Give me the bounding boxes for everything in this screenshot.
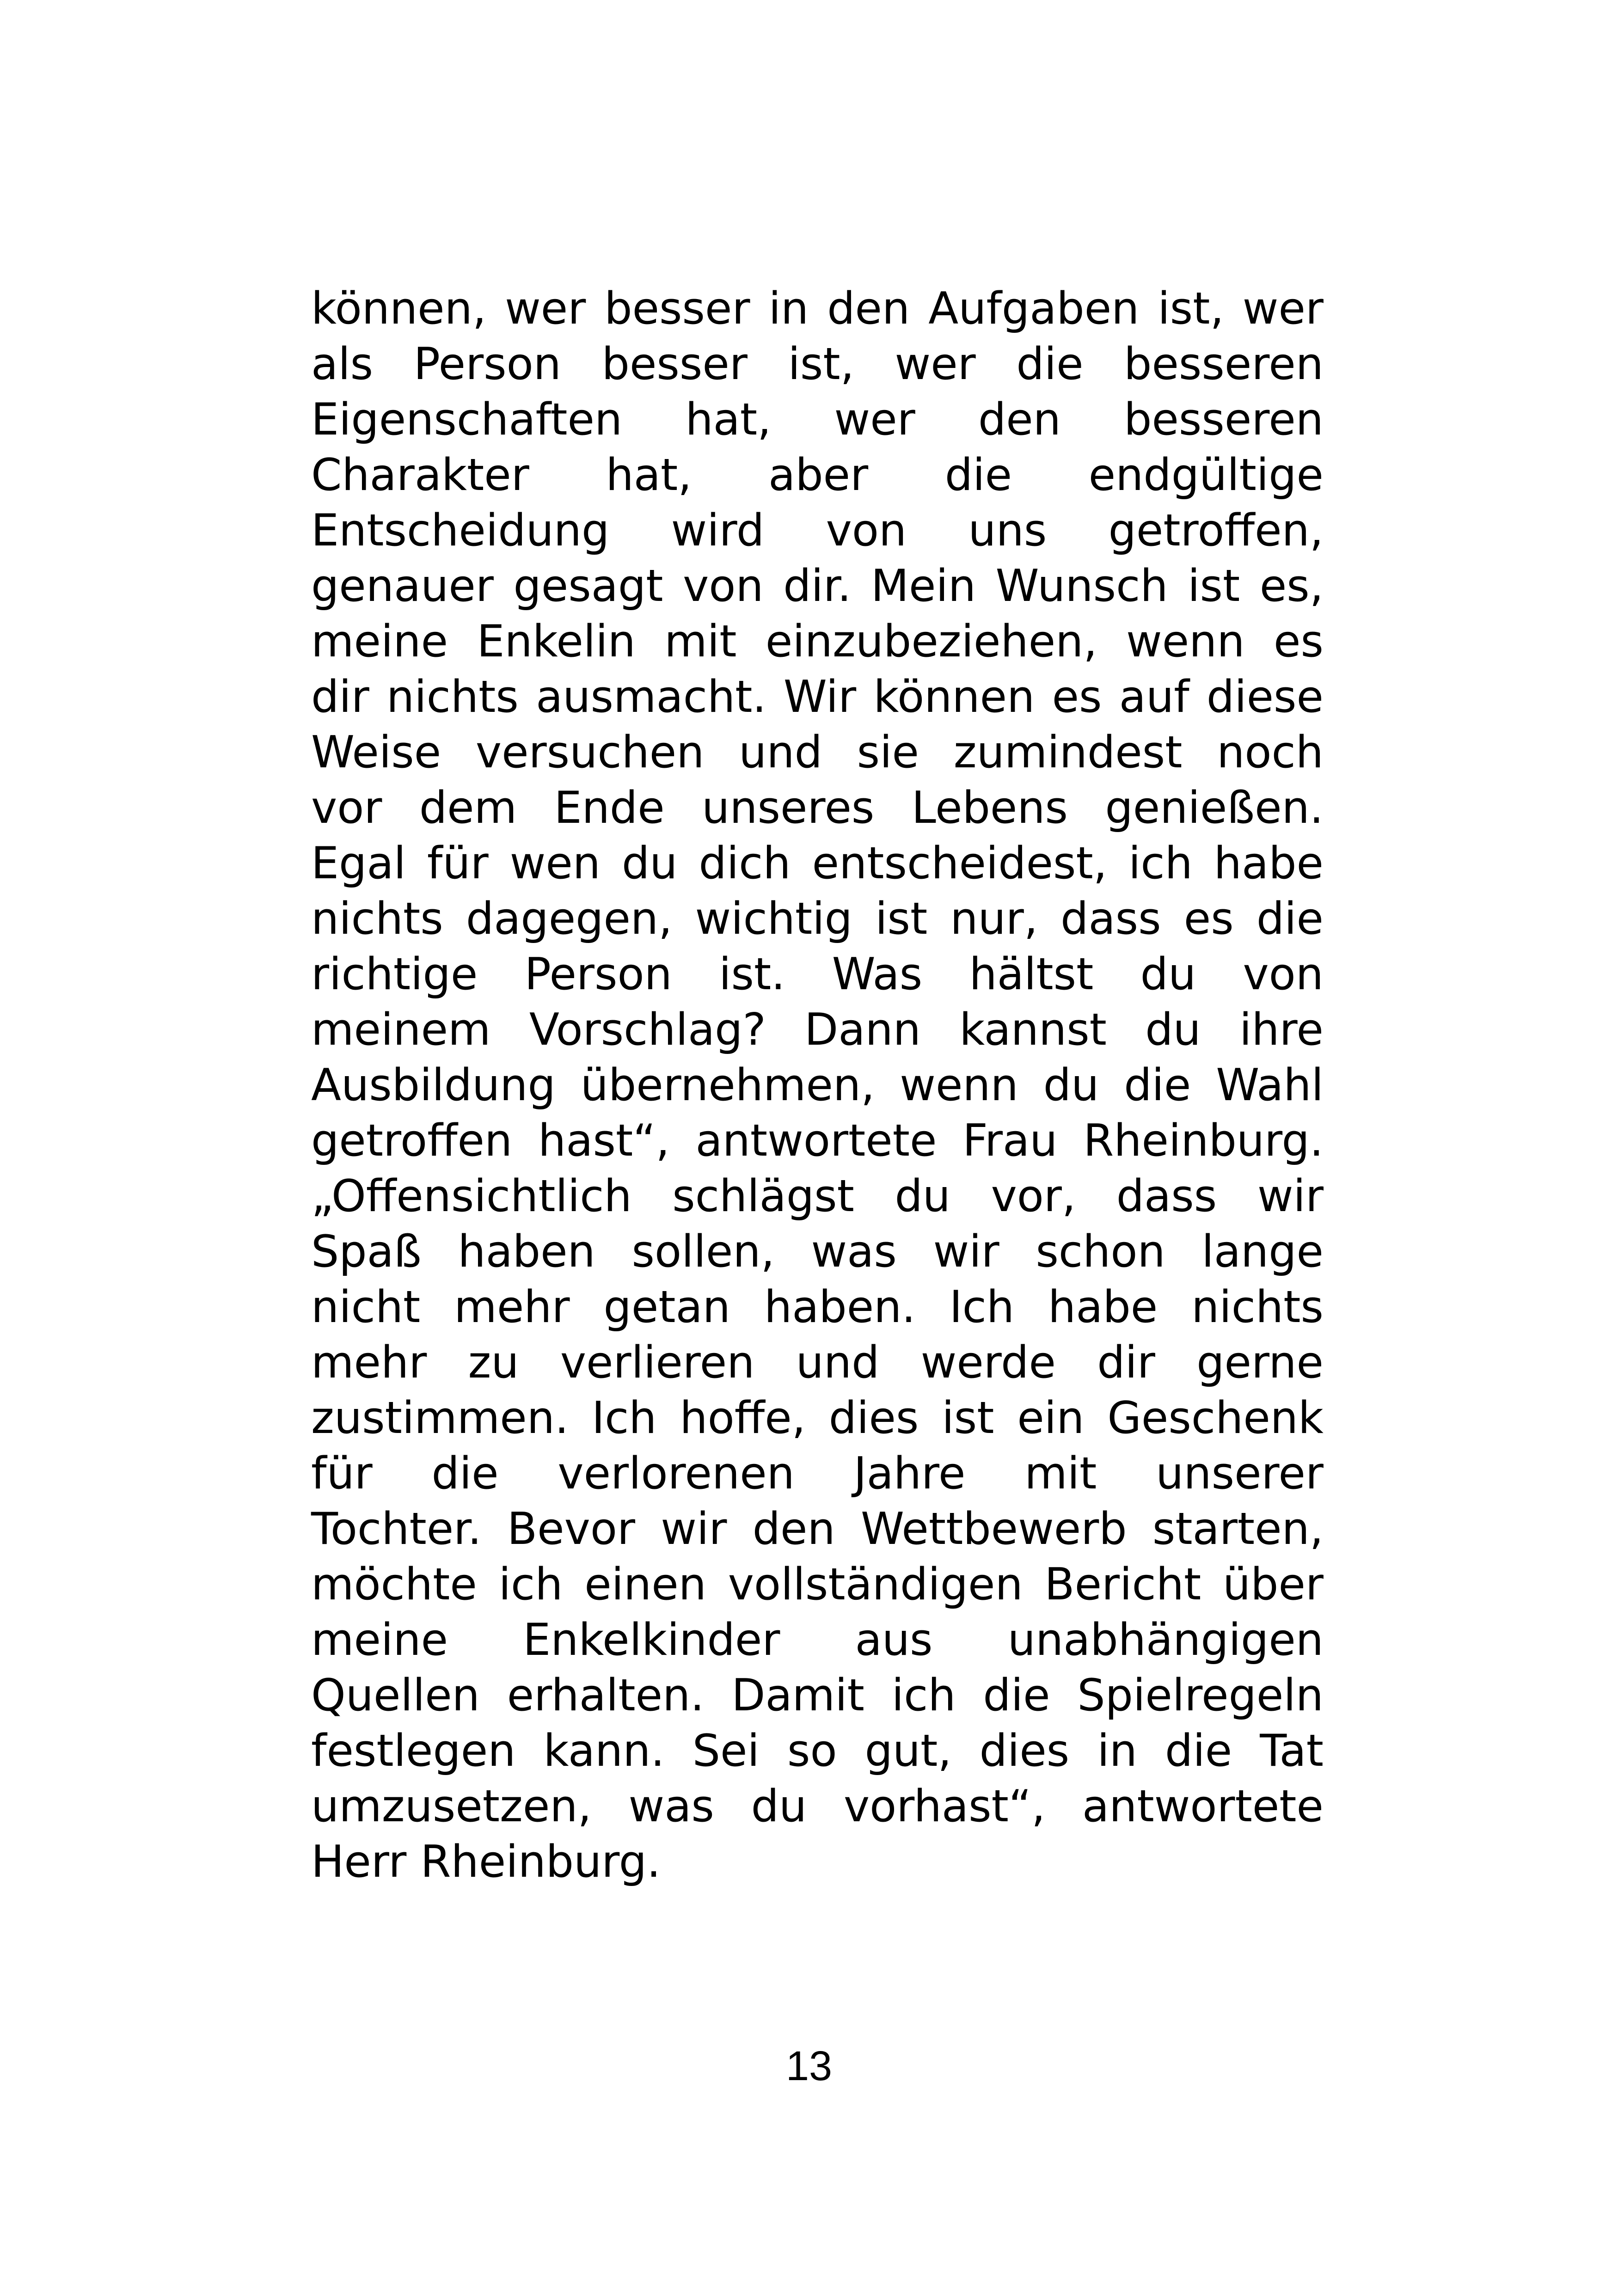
text-line-last: Herr Rheinburg. <box>311 1837 661 1887</box>
text-line: getroffen hast“, antwortete Frau Rheinburg. <box>311 1115 1324 1166</box>
text-line: richtige Person ist. Was hältst du von <box>311 949 1324 1000</box>
text-line: Tochter. Bevor wir den Wettbewerb starten, <box>311 1504 1324 1555</box>
text-line: „Offensichtlich schlägst du vor, dass wir <box>311 1171 1324 1222</box>
text-line: können, wer besser in den Aufgaben ist, wer <box>311 283 1324 334</box>
page-number: 13 <box>785 2043 833 2089</box>
text-line: für die verlorenen Jahre mit unserer <box>311 1448 1324 1499</box>
text-line: genauer gesagt von dir. Mein Wunsch ist es, <box>311 561 1324 612</box>
text-line: Quellen erhalten. Damit ich die Spielregeln <box>311 1670 1324 1721</box>
text-line: als Person besser ist, wer die besseren <box>311 339 1324 390</box>
text-line: Spaß haben sollen, was wir schon lange <box>311 1226 1324 1277</box>
text-line: meine Enkelkinder aus unabhängigen <box>311 1615 1324 1665</box>
text-line: Ausbildung übernehmen, wenn du die Wahl <box>311 1060 1324 1111</box>
text-line: meine Enkelin mit einzubeziehen, wenn es <box>311 616 1324 667</box>
text-line: dir nichts ausmacht. Wir können es auf diese <box>311 672 1324 722</box>
text-line: Eigenschaften hat, wer den besseren <box>311 394 1324 445</box>
text-line: zustimmen. Ich hoffe, dies ist ein Geschenk <box>311 1393 1324 1444</box>
body-text <box>311 281 1324 1890</box>
text-line: Weise versuchen und sie zumindest noch <box>311 727 1324 778</box>
text-line: nichts dagegen, wichtig ist nur, dass es die <box>311 894 1324 944</box>
text-line: mehr zu verlieren und werde dir gerne <box>311 1337 1324 1388</box>
text-line: nicht mehr getan haben. Ich habe nichts <box>311 1282 1324 1333</box>
text-line: Charakter hat, aber die endgültige <box>311 450 1324 501</box>
text-line: meinem Vorschlag? Dann kannst du ihre <box>311 1004 1324 1055</box>
text-line: vor dem Ende unseres Lebens genießen. <box>311 783 1324 833</box>
text-line: Egal für wen du dich entscheidest, ich habe <box>311 838 1324 889</box>
text-line: festlegen kann. Sei so gut, dies in die Tat <box>311 1726 1324 1776</box>
text-line: möchte ich einen vollständigen Bericht über <box>311 1559 1324 1610</box>
text-line: umzusetzen, was du vorhast“, antwortete <box>311 1781 1324 1832</box>
text-line: Entscheidung wird von uns getroffen, <box>311 505 1324 556</box>
